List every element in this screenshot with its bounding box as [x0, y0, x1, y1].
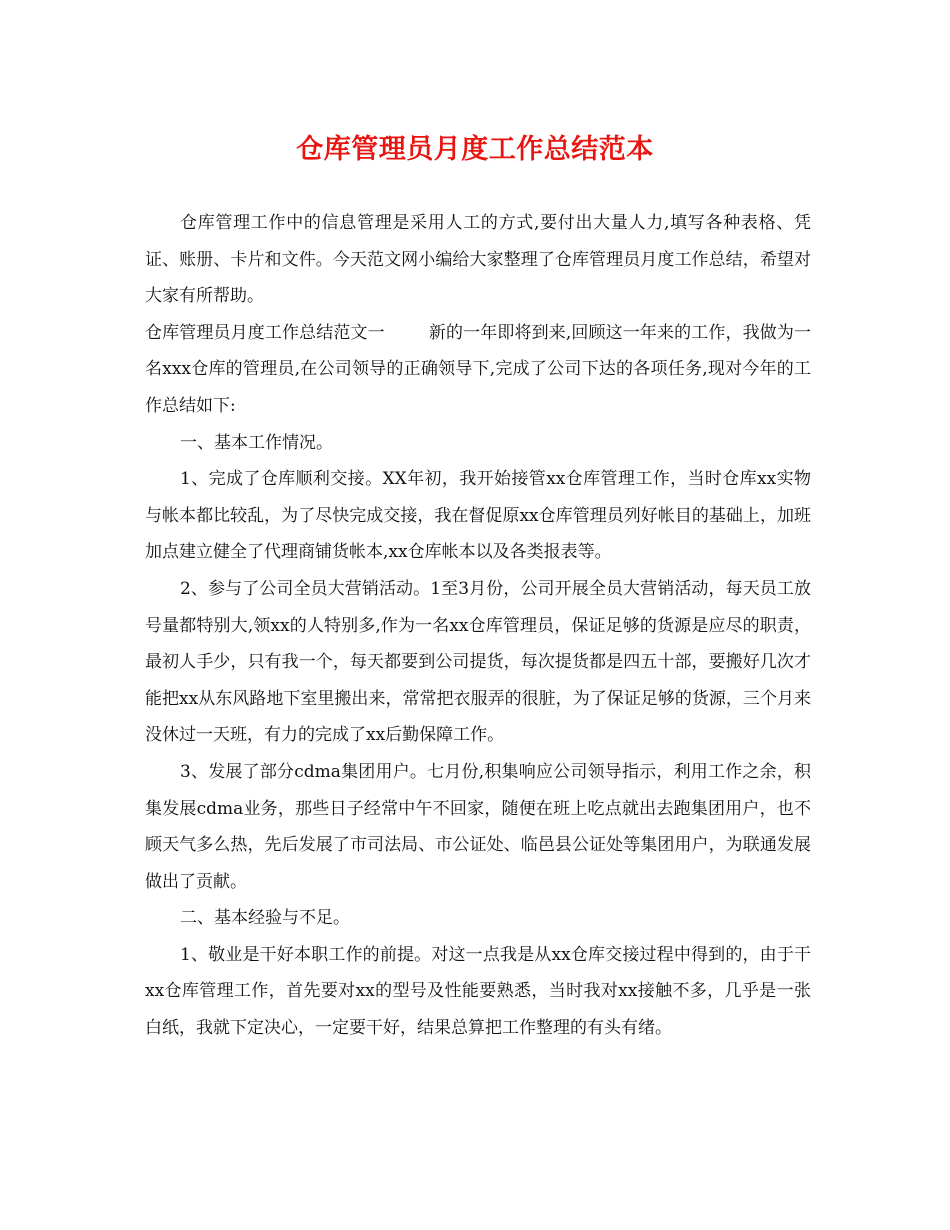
document-body: [145, 205, 811, 1047]
paragraph-item-2-1: 1、敬业是干好本职工作的前提。对这一点我是从xx仓库交接过程中得到的，由于干xx仓库管理工作，首先要对xx的型号及性能要熟悉，当时我对xx接触不多，几乎是一张白纸，我就下定决心，一定要干好，结果总算把工作整理的有头有绪。: [145, 944, 811, 1039]
paragraph-item-1-2: 2、参与了公司全员大营销活动。1至3月份，公司开展全员大营销活动，每天员工放号量都特别大,领xx的人特别多,作为一名xx仓库管理员，保证足够的货源是应尽的职责，最初人手少，只有我一个，每天都要到公司提货，每次提货都是四五十部，要搬好几次才能把xx从东风路地下室里搬出来，常常把衣服弄的很脏，为了保证足够的货源，三个月来没休过一天班，有力的完成了xx后勤保障工作。: [145, 578, 811, 746]
sample-heading: 仓库管理员月度工作总结范文一: [145, 322, 385, 343]
section-heading-experience: 二、基本经验与不足。: [180, 908, 350, 929]
document-title: 仓库管理员月度工作总结范本: [296, 134, 654, 165]
sample-intro: 新的一年即将到来,回顾这一年来的工作，我做为一名xxx仓库的管理员,在公司领导的正确领导下,完成了公司下达的各项任务,现对今年的工作总结如下:: [145, 322, 812, 416]
intro-paragraph: 仓库管理工作中的信息管理是采用人工的方式,要付出大量人力,填写各种表格、凭证、账册、卡片和文件。今天范文网小编给大家整理了仓库管理员月度工作总结，希望对大家有所帮助。: [145, 213, 811, 307]
sample-paragraph: [145, 315, 811, 425]
section-heading-basic-work: 一、基本工作情况。: [180, 432, 333, 453]
paragraph-item-1-3: 3、发展了部分cdma集团用户。七月份,积集响应公司领导指示，利用工作之余，积集发展cdma业务，那些日子经常中午不回家，随便在班上吃点就出去跑集团用户，也不顾天气多么热，先后发展了市司法局、市公证处、临邑县公证处等集团用户，为联通发展做出了贡献。: [145, 761, 811, 892]
paragraph-item-1-1: 1、完成了仓库顺利交接。XX年初，我开始接管xx仓库管理工作，当时仓库xx实物与帐本都比较乱，为了尽快完成交接，我在督促原xx仓库管理员列好帐目的基础上，加班加点建立健全了代理商铺货帐本,xx仓库帐本以及各类报表等。: [145, 469, 811, 563]
